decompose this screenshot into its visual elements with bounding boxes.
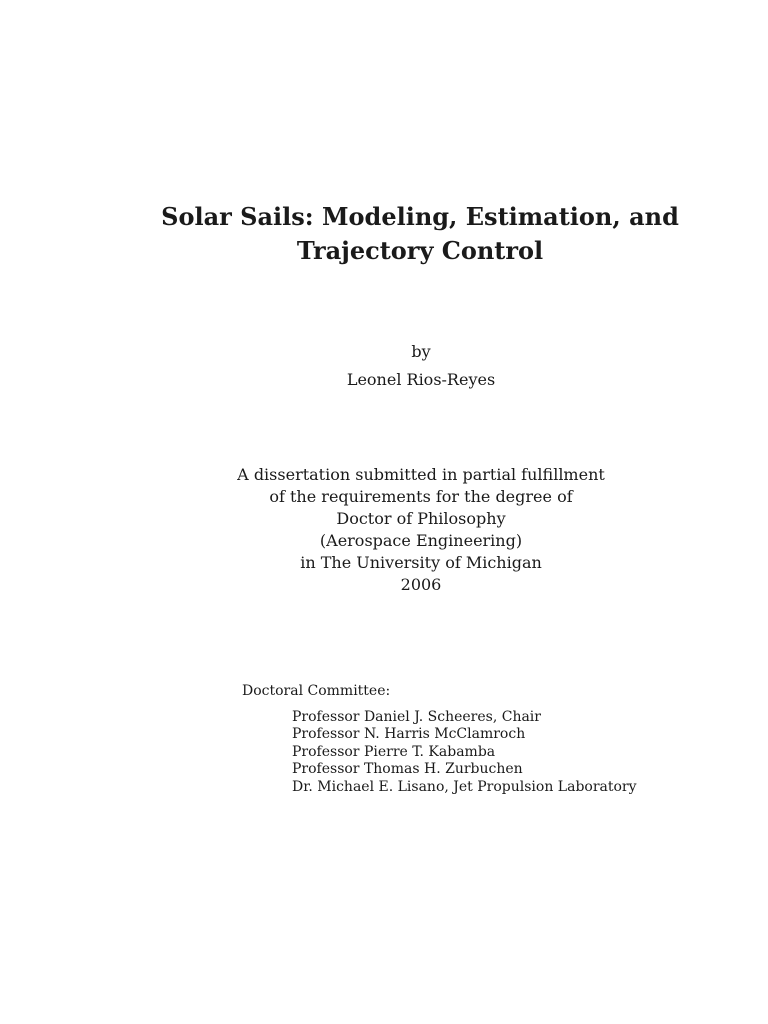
committee-list	[242, 709, 722, 797]
author-name: Leonel Rios-Reyes	[346, 370, 496, 389]
department: (Aerospace Engineering)	[319, 531, 523, 550]
title-line-2: Trajectory Control	[296, 236, 544, 265]
degree-name: Doctor of Philosophy	[336, 509, 506, 528]
degree-statement-line: of the requirements for the degree of	[269, 487, 573, 506]
committee-member: Professor Pierre T. Kabamba	[292, 743, 496, 760]
byline	[0, 338, 768, 394]
degree-statement	[0, 464, 768, 596]
committee-member: Professor Daniel J. Scheeres, Chair	[292, 708, 541, 725]
committee-member: Professor Thomas H. Zurbuchen	[292, 761, 523, 777]
by-label: by	[411, 342, 431, 361]
doctoral-committee	[242, 683, 722, 796]
committee-member: Dr. Michael E. Lisano, Jet Propulsion Laboratory	[292, 778, 637, 795]
committee-heading: Doctoral Committee:	[242, 683, 391, 699]
committee-member: Professor N. Harris McClamroch	[292, 726, 526, 742]
university: in The University of Michigan	[300, 553, 542, 572]
year: 2006	[400, 575, 442, 594]
dissertation-title	[140, 200, 700, 268]
title-line-1: Solar Sails: Modeling, Estimation, and	[161, 202, 679, 231]
degree-statement-line: A dissertation submitted in partial fulfillment	[237, 465, 605, 484]
